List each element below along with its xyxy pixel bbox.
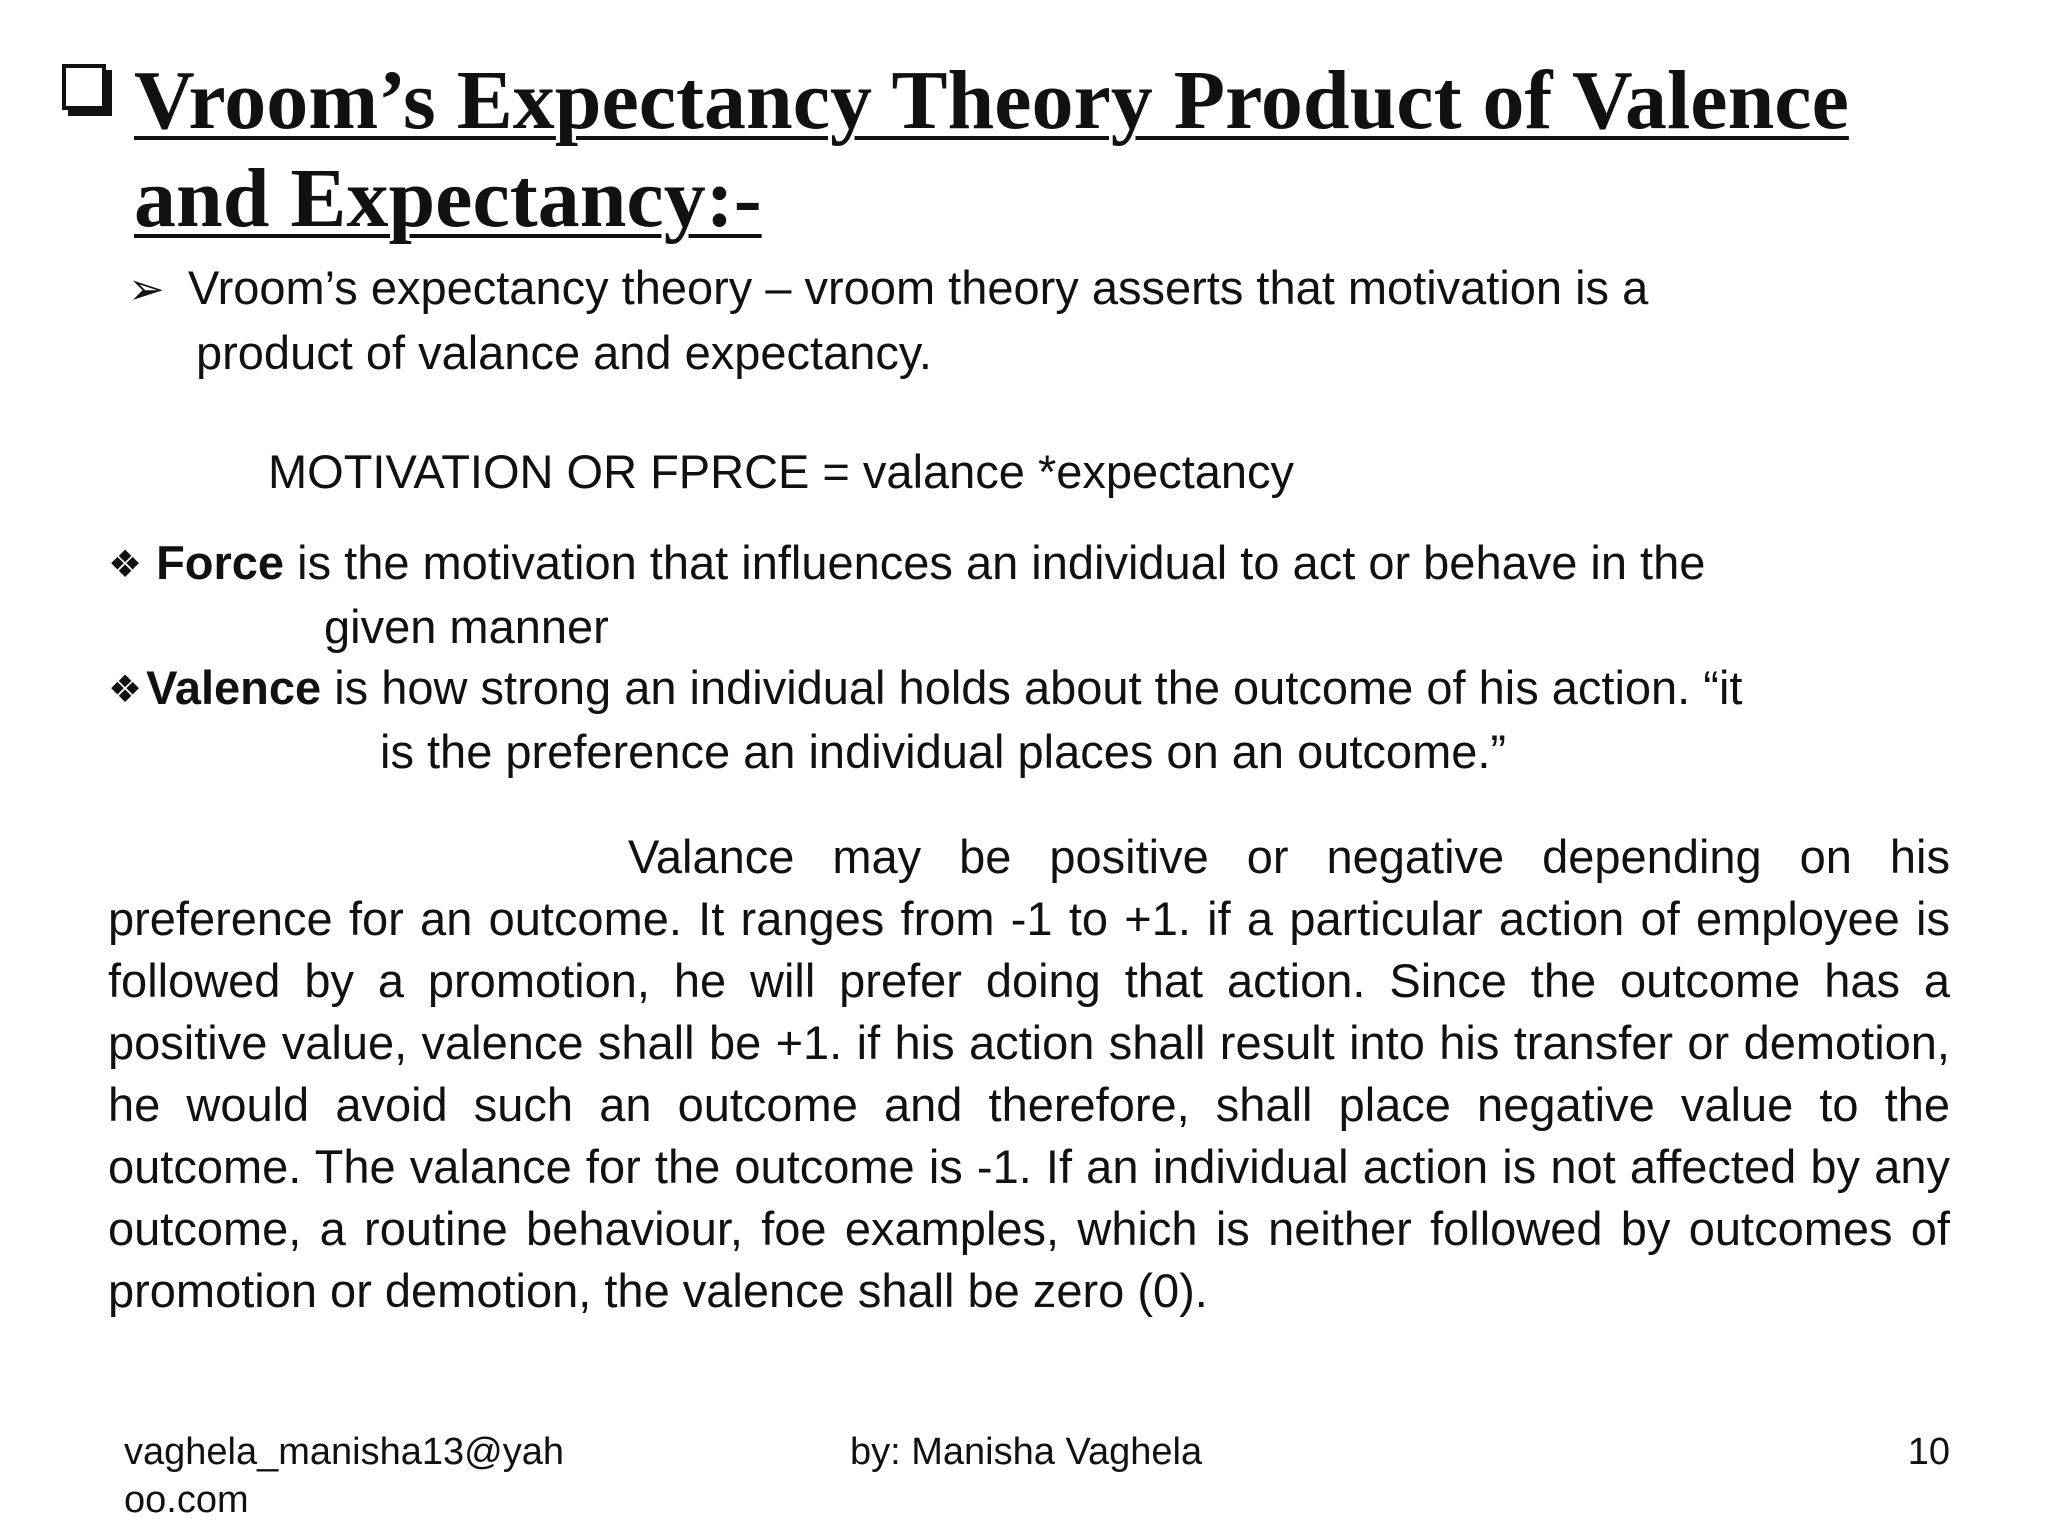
definition-valence bbox=[108, 657, 1938, 783]
intro-continuation: product of valance and expectancy. bbox=[196, 326, 932, 379]
definition-term: Valence bbox=[146, 661, 322, 714]
intro-bullet bbox=[128, 256, 1868, 384]
definition-continuation: given manner bbox=[324, 600, 609, 653]
definition-force bbox=[108, 532, 1938, 658]
slide-title-block bbox=[62, 52, 1962, 248]
slide-title: Vroom’s Expectancy Theory Product of Valence and Expectancy:- bbox=[134, 54, 1849, 245]
definition-text: is how strong an individual holds about the outcome of his action. “it bbox=[321, 661, 1743, 714]
diamond-bullet-icon: ❖ bbox=[108, 669, 143, 711]
footer-author: by: Manisha Vaghela bbox=[850, 1431, 1203, 1473]
arrow-bullet-icon: ➢ bbox=[128, 265, 165, 314]
square-bullet-icon bbox=[62, 64, 106, 110]
definition-continuation: is the preference an individual places on an outcome.” bbox=[380, 725, 1507, 778]
footer-email: vaghela_manisha13@yahoo.com bbox=[124, 1431, 564, 1521]
definition-text: is the motivation that influences an individual to act or behave in the bbox=[284, 536, 1706, 589]
intro-first-line: Vroom’s expectancy theory – vroom theory asserts that motivation is a bbox=[188, 261, 1649, 314]
valance-explanation-paragraph: Valance may be positive or negative depending on his preference for an outcome. It ranges from -1 to +1. if a particular action of employee is followed by a promotion, he will prefer doing that action. Since the outcome has a positive value, valence shall be +1. if his action shall result into his transfer or demotion, he would avoid such an outcome and therefore, shall place negative value to the outcome. The valance for the outcome is -1. If an individual action is not affected by any outcome, a routine behaviour, foe examples, which is neither followed by outcomes of promotion or demotion, the valence shall be zero (0). bbox=[108, 830, 1950, 1317]
motivation-formula: MOTIVATION OR FPRCE = valance *expectancy bbox=[268, 445, 1295, 498]
page-number: 10 bbox=[1907, 1431, 1950, 1473]
definition-term: Force bbox=[156, 536, 285, 589]
diamond-bullet-icon: ❖ bbox=[108, 544, 143, 586]
